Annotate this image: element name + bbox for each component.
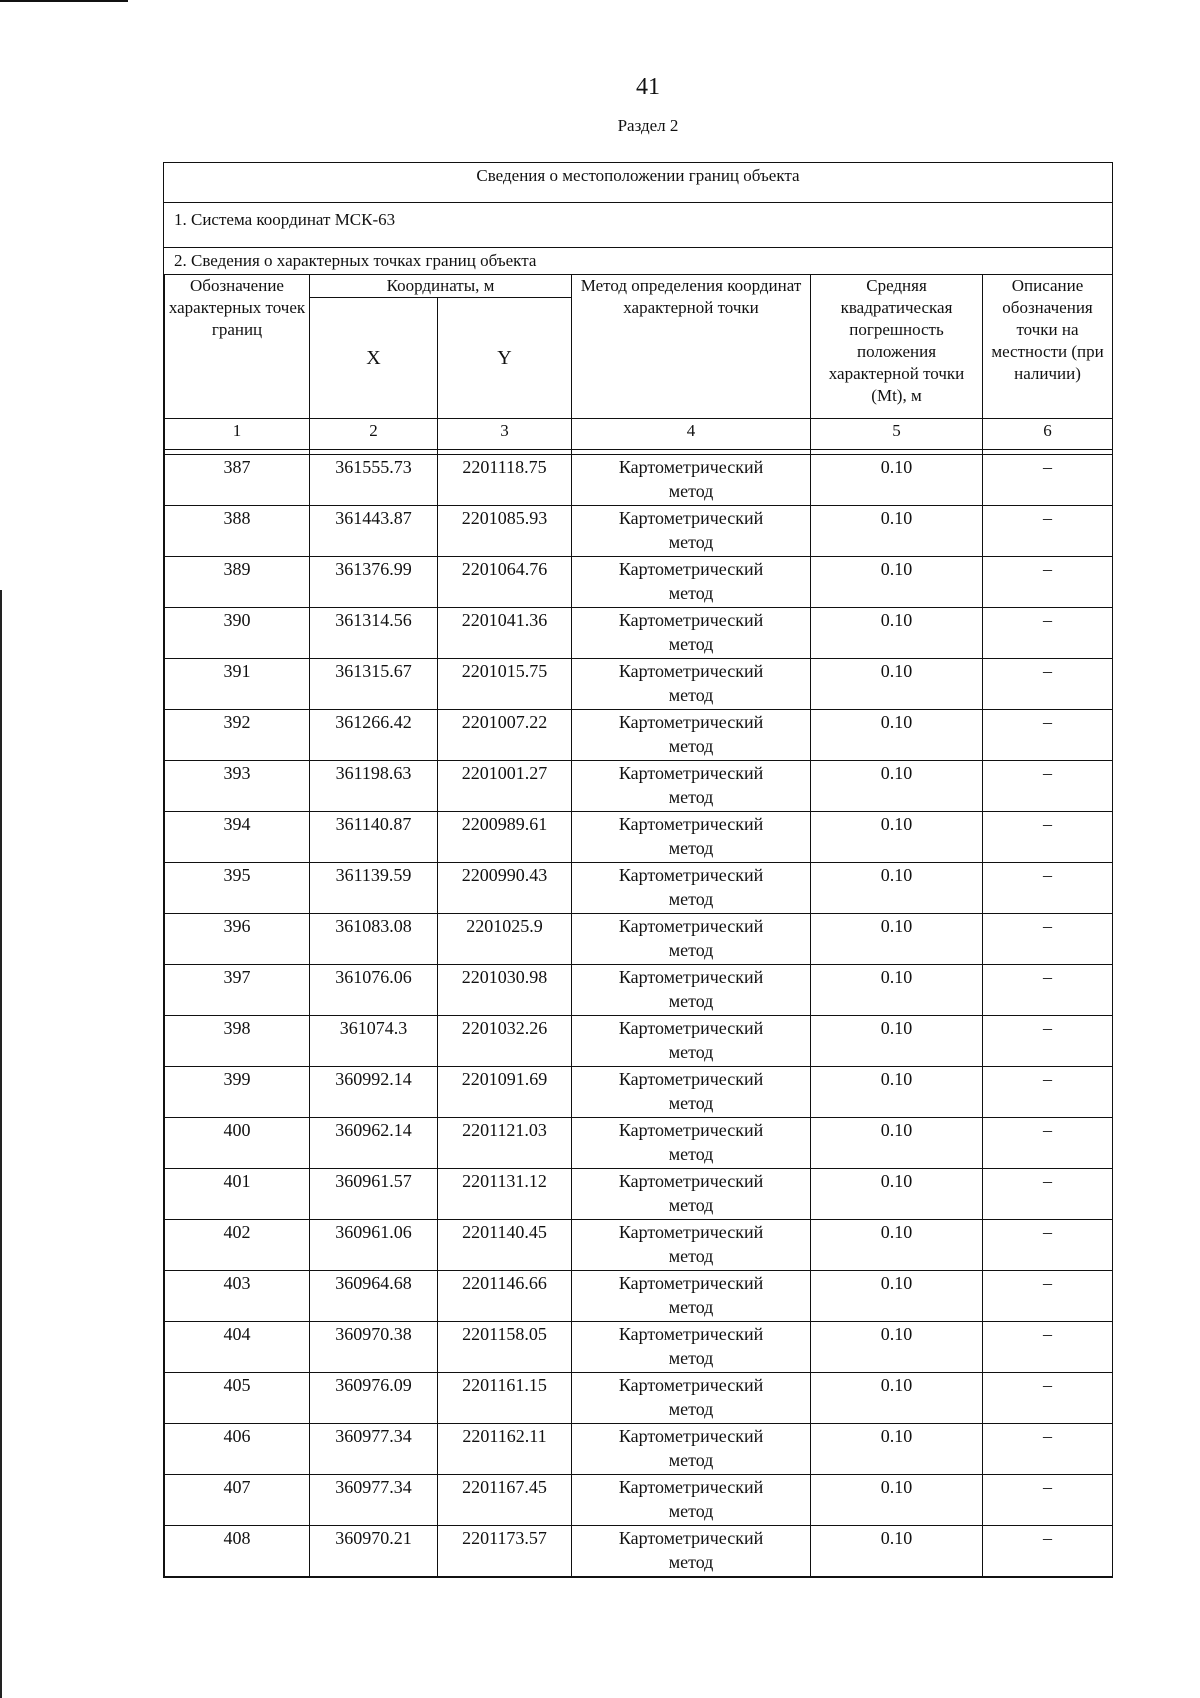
table-row	[165, 863, 1113, 914]
header-y: Y	[438, 298, 572, 419]
table-row	[165, 1424, 1113, 1475]
point-cell: 408	[165, 1526, 310, 1577]
method-line-1: Картометрический	[618, 1324, 764, 1344]
table-row	[165, 1373, 1113, 1424]
point-cell: 407	[165, 1475, 310, 1526]
point-cell: 397	[165, 965, 310, 1016]
error-cell: 0.10	[811, 1118, 983, 1169]
table-row	[165, 1271, 1113, 1322]
error-cell: 0.10	[811, 1220, 983, 1271]
table-row	[165, 1475, 1113, 1526]
y-cell: 2201162.11	[438, 1424, 572, 1475]
method-cell	[572, 863, 811, 914]
y-cell: 2201140.45	[438, 1220, 572, 1271]
method-line-1: Картометрический	[618, 1273, 764, 1293]
table-row	[165, 608, 1113, 659]
method-cell	[572, 710, 811, 761]
method-cell	[572, 659, 811, 710]
error-cell: 0.10	[811, 965, 983, 1016]
method-line-1: Картометрический	[618, 1528, 764, 1548]
method-cell	[572, 812, 811, 863]
error-cell: 0.10	[811, 1169, 983, 1220]
method-cell	[572, 1220, 811, 1271]
table-row	[165, 455, 1113, 506]
y-cell: 2201025.9	[438, 914, 572, 965]
description-cell: –	[983, 1016, 1113, 1067]
table-row	[165, 1526, 1113, 1577]
error-cell: 0.10	[811, 455, 983, 506]
method-line-1: Картометрический	[618, 1120, 764, 1140]
method-line-1: Картометрический	[618, 1477, 764, 1497]
x-cell: 360976.09	[310, 1373, 438, 1424]
y-cell: 2201015.75	[438, 659, 572, 710]
x-cell: 361074.3	[310, 1016, 438, 1067]
point-cell: 405	[165, 1373, 310, 1424]
error-cell: 0.10	[811, 914, 983, 965]
y-cell: 2201041.36	[438, 608, 572, 659]
x-cell: 361266.42	[310, 710, 438, 761]
scan-edge-mark-top	[0, 0, 128, 2]
method-line-1: Картометрический	[618, 865, 764, 885]
table-row	[165, 812, 1113, 863]
y-cell: 2201118.75	[438, 455, 572, 506]
description-cell: –	[983, 761, 1113, 812]
method-line-2: метод	[668, 1195, 714, 1215]
method-cell	[572, 1271, 811, 1322]
y-cell: 2201167.45	[438, 1475, 572, 1526]
x-cell: 360970.21	[310, 1526, 438, 1577]
point-cell: 387	[165, 455, 310, 506]
point-cell: 389	[165, 557, 310, 608]
method-cell	[572, 1373, 811, 1424]
x-cell: 361555.73	[310, 455, 438, 506]
error-cell: 0.10	[811, 1424, 983, 1475]
description-cell: –	[983, 1271, 1113, 1322]
method-line-1: Картометрический	[618, 610, 764, 630]
section-title: Раздел 2	[617, 116, 679, 135]
method-line-2: метод	[668, 1246, 714, 1266]
y-cell: 2200989.61	[438, 812, 572, 863]
table-row	[165, 914, 1113, 965]
column-number: 3	[438, 419, 572, 450]
y-cell: 2201007.22	[438, 710, 572, 761]
method-cell	[572, 455, 811, 506]
x-cell: 360961.57	[310, 1169, 438, 1220]
method-line-1: Картометрический	[618, 916, 764, 936]
method-line-2: метод	[668, 1399, 714, 1419]
description-cell: –	[983, 812, 1113, 863]
method-line-1: Картометрический	[618, 1222, 764, 1242]
method-line-2: метод	[668, 1042, 714, 1062]
x-cell: 361314.56	[310, 608, 438, 659]
point-cell: 390	[165, 608, 310, 659]
method-cell	[572, 506, 811, 557]
method-line-1: Картометрический	[618, 712, 764, 732]
description-cell: –	[983, 1220, 1113, 1271]
description-cell: –	[983, 965, 1113, 1016]
method-cell	[572, 1067, 811, 1118]
method-cell	[572, 965, 811, 1016]
y-cell: 2201085.93	[438, 506, 572, 557]
point-cell: 399	[165, 1067, 310, 1118]
point-cell: 403	[165, 1271, 310, 1322]
y-cell: 2201146.66	[438, 1271, 572, 1322]
header-description: Описание обозначения точки на местности (при наличии)	[983, 275, 1113, 419]
method-cell	[572, 1475, 811, 1526]
method-cell	[572, 1322, 811, 1373]
header-x: X	[310, 298, 438, 419]
method-line-2: метод	[668, 991, 714, 1011]
method-line-1: Картометрический	[618, 1426, 764, 1446]
error-cell: 0.10	[811, 1373, 983, 1424]
point-cell: 388	[165, 506, 310, 557]
header-error: Средняя квадратическая погрешность положения характерной точки (Mt), м	[811, 275, 983, 419]
method-line-2: метод	[668, 1501, 714, 1521]
error-cell: 0.10	[811, 1526, 983, 1577]
description-cell: –	[983, 1424, 1113, 1475]
y-cell: 2201030.98	[438, 965, 572, 1016]
point-cell: 391	[165, 659, 310, 710]
error-cell: 0.10	[811, 1475, 983, 1526]
x-cell: 360961.06	[310, 1220, 438, 1271]
method-line-2: метод	[668, 736, 714, 756]
error-cell: 0.10	[811, 659, 983, 710]
error-cell: 0.10	[811, 506, 983, 557]
method-line-2: метод	[668, 1144, 714, 1164]
method-line-1: Картометрический	[618, 1171, 764, 1191]
method-cell	[572, 1424, 811, 1475]
error-cell: 0.10	[811, 812, 983, 863]
table-row	[165, 1016, 1113, 1067]
point-cell: 392	[165, 710, 310, 761]
x-cell: 361315.67	[310, 659, 438, 710]
x-cell: 361083.08	[310, 914, 438, 965]
description-cell: –	[983, 914, 1113, 965]
method-line-2: метод	[668, 1552, 714, 1572]
point-cell: 401	[165, 1169, 310, 1220]
method-line-1: Картометрический	[618, 967, 764, 987]
method-line-1: Картометрический	[618, 1069, 764, 1089]
description-cell: –	[983, 455, 1113, 506]
method-line-2: метод	[668, 1450, 714, 1470]
table-subtitle: 2. Сведения о характерных точках границ объекта	[174, 251, 537, 270]
error-cell: 0.10	[811, 1271, 983, 1322]
point-cell: 396	[165, 914, 310, 965]
table-row	[165, 710, 1113, 761]
table-row	[165, 506, 1113, 557]
x-cell: 360962.14	[310, 1118, 438, 1169]
table-row	[165, 557, 1113, 608]
point-cell: 406	[165, 1424, 310, 1475]
method-line-1: Картометрический	[618, 814, 764, 834]
column-number: 4	[572, 419, 811, 450]
table-row	[165, 1067, 1113, 1118]
x-cell: 360977.34	[310, 1424, 438, 1475]
points-table	[164, 274, 1113, 1577]
description-cell: –	[983, 1526, 1113, 1577]
y-cell: 2201173.57	[438, 1526, 572, 1577]
y-cell: 2200990.43	[438, 863, 572, 914]
method-cell	[572, 608, 811, 659]
y-cell: 2201121.03	[438, 1118, 572, 1169]
method-line-2: метод	[668, 889, 714, 909]
y-cell: 2201001.27	[438, 761, 572, 812]
point-cell: 404	[165, 1322, 310, 1373]
y-cell: 2201064.76	[438, 557, 572, 608]
method-line-2: метод	[668, 583, 714, 603]
method-cell	[572, 1169, 811, 1220]
method-line-2: метод	[668, 532, 714, 552]
method-line-2: метод	[668, 1093, 714, 1113]
method-line-1: Картометрический	[618, 508, 764, 528]
description-cell: –	[983, 608, 1113, 659]
x-cell: 361376.99	[310, 557, 438, 608]
description-cell: –	[983, 1118, 1113, 1169]
method-line-1: Картометрический	[618, 763, 764, 783]
method-cell	[572, 914, 811, 965]
description-cell: –	[983, 863, 1113, 914]
x-cell: 361140.87	[310, 812, 438, 863]
boundary-table	[163, 162, 1113, 1578]
description-cell: –	[983, 659, 1113, 710]
y-cell: 2201158.05	[438, 1322, 572, 1373]
error-cell: 0.10	[811, 557, 983, 608]
description-cell: –	[983, 1169, 1113, 1220]
error-cell: 0.10	[811, 1322, 983, 1373]
description-cell: –	[983, 1067, 1113, 1118]
method-line-2: метод	[668, 1348, 714, 1368]
method-cell	[572, 1016, 811, 1067]
point-cell: 393	[165, 761, 310, 812]
method-line-1: Картометрический	[618, 457, 764, 477]
method-cell	[572, 1526, 811, 1577]
table-row	[165, 965, 1113, 1016]
method-line-2: метод	[668, 787, 714, 807]
header-method: Метод определения координат характерной точки	[572, 275, 811, 419]
description-cell: –	[983, 506, 1113, 557]
scan-edge-mark-left	[0, 590, 2, 1698]
method-line-2: метод	[668, 838, 714, 858]
column-number: 6	[983, 419, 1113, 450]
description-cell: –	[983, 1475, 1113, 1526]
y-cell: 2201161.15	[438, 1373, 572, 1424]
description-cell: –	[983, 1322, 1113, 1373]
point-cell: 402	[165, 1220, 310, 1271]
header-point: Обозначение характерных точек границ	[165, 275, 310, 419]
x-cell: 361139.59	[310, 863, 438, 914]
method-line-2: метод	[668, 1297, 714, 1317]
x-cell: 361443.87	[310, 506, 438, 557]
error-cell: 0.10	[811, 608, 983, 659]
table-row	[165, 659, 1113, 710]
error-cell: 0.10	[811, 761, 983, 812]
table-row	[165, 1322, 1113, 1373]
column-number: 5	[811, 419, 983, 450]
coordinate-system: 1. Система координат МСК-63	[164, 203, 1112, 248]
table-row	[165, 761, 1113, 812]
method-line-1: Картометрический	[618, 559, 764, 579]
error-cell: 0.10	[811, 1016, 983, 1067]
x-cell: 360977.34	[310, 1475, 438, 1526]
method-line-1: Картометрический	[618, 1018, 764, 1038]
point-cell: 395	[165, 863, 310, 914]
x-cell: 361198.63	[310, 761, 438, 812]
column-numbers-row	[165, 419, 1113, 450]
point-cell: 394	[165, 812, 310, 863]
method-line-2: метод	[668, 940, 714, 960]
x-cell: 361076.06	[310, 965, 438, 1016]
column-number: 2	[310, 419, 438, 450]
table-title: Сведения о местоположении границ объекта	[164, 163, 1112, 203]
y-cell: 2201131.12	[438, 1169, 572, 1220]
method-cell	[572, 557, 811, 608]
method-line-1: Картометрический	[618, 1375, 764, 1395]
method-line-1: Картометрический	[618, 661, 764, 681]
error-cell: 0.10	[811, 1067, 983, 1118]
y-cell: 2201091.69	[438, 1067, 572, 1118]
description-cell: –	[983, 557, 1113, 608]
table-row	[165, 1169, 1113, 1220]
error-cell: 0.10	[811, 710, 983, 761]
page-number: 41	[636, 74, 660, 100]
point-cell: 398	[165, 1016, 310, 1067]
method-line-2: метод	[668, 481, 714, 501]
description-cell: –	[983, 1373, 1113, 1424]
x-cell: 360970.38	[310, 1322, 438, 1373]
method-cell	[572, 1118, 811, 1169]
table-row	[165, 1220, 1113, 1271]
description-cell: –	[983, 710, 1113, 761]
header-coords: Координаты, м	[310, 275, 572, 298]
column-number: 1	[165, 419, 310, 450]
method-line-2: метод	[668, 634, 714, 654]
point-cell: 400	[165, 1118, 310, 1169]
y-cell: 2201032.26	[438, 1016, 572, 1067]
error-cell: 0.10	[811, 863, 983, 914]
table-row	[165, 1118, 1113, 1169]
method-line-2: метод	[668, 685, 714, 705]
x-cell: 360992.14	[310, 1067, 438, 1118]
method-cell	[572, 761, 811, 812]
x-cell: 360964.68	[310, 1271, 438, 1322]
